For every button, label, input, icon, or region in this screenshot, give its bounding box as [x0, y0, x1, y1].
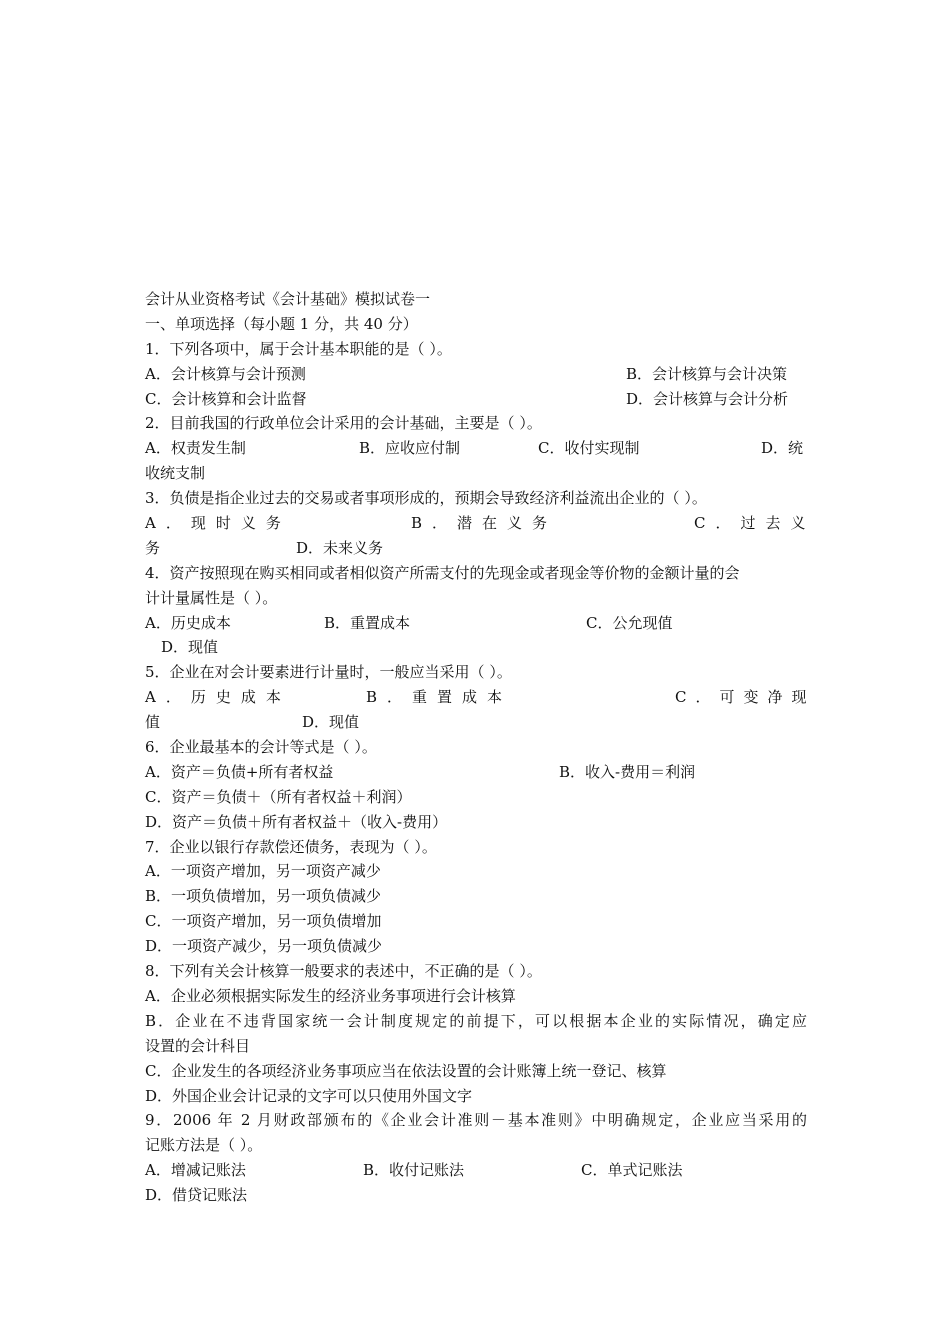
question-5-options [145, 685, 816, 710]
question-7-option-a: A．一项资产增加，另一项资产减少 [145, 862, 381, 881]
question-3-options-continued [145, 536, 807, 561]
question-7-option-d: D．一项资产减少，另一项负债减少 [145, 937, 383, 956]
question-9-stem: 9．2006 年 2 月财政部颁布的《企业会计准则－基本准则》中明确规定，企业应当采用的 [145, 1111, 807, 1130]
question-8-stem: 8．下列有关会计核算一般要求的表述中，不正确的是（ ）。 [145, 962, 542, 981]
question-9-option-c: C．单式记账法 [581, 1161, 683, 1180]
question-5-options-continued [145, 710, 807, 735]
question-6-options-ab [145, 760, 807, 785]
question-2-option-b: B．应收应付制 [359, 439, 461, 458]
question-2-option-d: D．统 [761, 439, 804, 458]
question-8-option-b-continued: 设置的会计科目 [145, 1036, 251, 1055]
question-5-stem: 5．企业在对会计要素进行计量时，一般应当采用（ ）。 [145, 663, 512, 682]
question-2-options [145, 436, 807, 461]
question-8-option-a: A．企业必须根据实际发生的经济业务事项进行会计核算 [145, 986, 516, 1005]
question-5-option-d: D．现值 [302, 713, 360, 732]
question-3-option-c: C．过去义 [694, 514, 816, 533]
question-3-option-a: A．现时义务 [145, 514, 291, 533]
question-4-option-b: B．重置成本 [324, 613, 411, 632]
question-2-stem: 2．目前我国的行政单位会计采用的会计基础，主要是（ ）。 [145, 414, 542, 433]
question-3-options [145, 511, 816, 536]
question-5-option-c-continued: 值 [145, 713, 161, 732]
question-1-option-c: C．会计核算和会计监督 [145, 389, 307, 408]
question-1-options-ab [145, 362, 807, 387]
question-6-option-a: A．资产＝负债+所有者权益 [145, 762, 334, 781]
section-heading: 一、单项选择（每小题 1 分，共 40 分） [145, 314, 418, 333]
question-9-option-b: B．收付记账法 [363, 1161, 465, 1180]
question-1-option-b: B．会计核算与会计决策 [626, 364, 788, 383]
question-5-option-c: C．可变净现 [675, 688, 816, 707]
question-7-option-c: C．一项资产增加，另一项负债增加 [145, 912, 382, 931]
question-4-option-c: C．公允现值 [586, 613, 673, 632]
question-4-stem: 4．资产按照现在购买相同或者相似资产所需支付的先现金或者现金等价物的金额计量的会 [145, 563, 740, 582]
question-6-stem: 6．企业最基本的会计等式是（ ）。 [145, 738, 377, 757]
question-1-option-d: D．会计核算与会计分析 [626, 389, 789, 408]
question-6-option-c: C．资产＝负债＋（所有者权益＋利润） [145, 787, 412, 806]
question-4-options [145, 611, 807, 636]
question-5-option-a: A．历史成本 [145, 688, 291, 707]
question-3-stem: 3．负债是指企业过去的交易或者事项形成的，预期会导致经济利益流出企业的（ ）。 [145, 489, 707, 508]
question-8-option-b: B．企业在不违背国家统一会计制度规定的前提下，可以根据本企业的实际情况，确定应 [145, 1011, 807, 1030]
question-1-options-cd [145, 387, 807, 412]
question-3-option-c-continued: 务 [145, 538, 161, 557]
question-8-option-c: C．企业发生的各项经济业务事项应当在依法设置的会计账簿上统一登记、核算 [145, 1061, 667, 1080]
document-title: 会计从业资格考试《会计基础》模拟试卷一 [145, 290, 431, 308]
question-9-options [145, 1158, 807, 1183]
question-2-option-a: A．权责发生制 [145, 439, 246, 458]
question-5-option-b: B．重置成本 [366, 688, 513, 707]
question-9-option-d: D．借贷记账法 [145, 1186, 248, 1205]
question-6-option-d: D．资产＝负债＋所有者权益＋（收入-费用） [145, 812, 448, 831]
question-4-option-d: D．现值 [161, 638, 219, 657]
question-9-stem-continued: 记账方法是（ ）。 [145, 1136, 263, 1155]
exam-content [145, 287, 816, 1208]
question-6-option-b: B．收入-费用＝利润 [559, 762, 696, 781]
question-4-stem-continued: 计计量属性是（ ）。 [145, 588, 278, 607]
question-1-stem: 1．下列各项中，属于会计基本职能的是（ ）。 [145, 339, 452, 358]
question-7-option-b: B．一项负债增加，另一项负债减少 [145, 887, 382, 906]
question-7-stem: 7．企业以银行存款偿还债务，表现为（ ）。 [145, 837, 437, 856]
question-3-option-d: D．未来义务 [296, 538, 384, 557]
question-4-option-a: A．历史成本 [145, 613, 231, 632]
question-1-option-a: A．会计核算与会计预测 [145, 364, 306, 383]
question-9-option-a: A．增减记账法 [145, 1161, 246, 1180]
question-8-option-d: D．外国企业会计记录的文字可以只使用外国文字 [145, 1086, 473, 1105]
question-3-option-b: B．潜在义务 [411, 514, 558, 533]
question-2-option-d-continued: 收统支制 [145, 464, 206, 483]
question-2-option-c: C．收付实现制 [538, 439, 640, 458]
